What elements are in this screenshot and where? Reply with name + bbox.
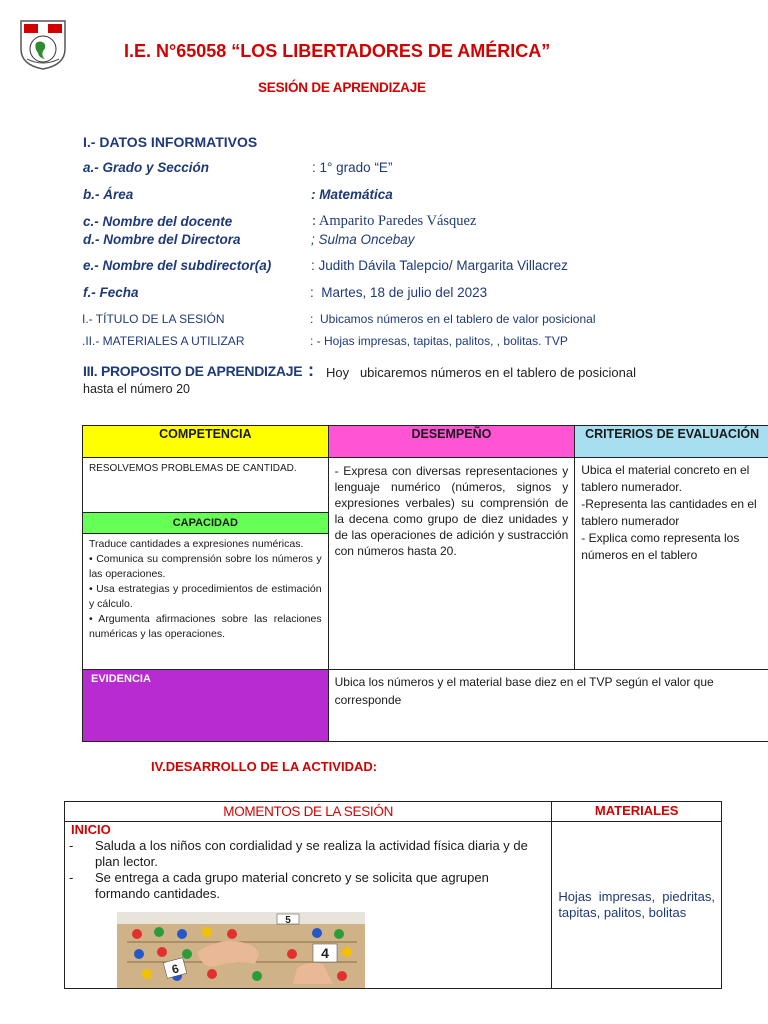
capacidad-item: • Argumenta afirmaciones sobre las relaciones numéricas y las operaciones. [89,613,322,640]
session-title: SESIÓN DE APRENDIZAJE [258,80,426,95]
info-section-title: I.- DATOS INFORMATIVOS [83,134,258,150]
evidencia-label: EVIDENCIA [91,673,151,685]
development-table [64,801,722,989]
director-value: ; Sulma Oncebay [311,232,415,247]
materials-text: Hojas impresas, piedritas, tapitas, palitos, bolitas [558,889,715,920]
header-desempeno: DESEMPEÑO [328,426,575,458]
materials-value: : - Hojas impresas, tapitas, palitos, , bolitas. TVP [310,334,568,348]
evidencia-cell [328,670,768,742]
purpose-text-2: hasta el número 20 [83,382,191,396]
board-photo-drawing [117,912,365,988]
school-logo [19,19,67,71]
capacidad-item: • Comunica su comprensión sobre los números y las operaciones. [89,553,322,580]
school-title: I.E. N°65058 “LOS LIBERTADORES DE AMÉRICA” [124,41,551,61]
inicio-item: - Saluda a los niños con cordialidad y se realiza la actividad física diaria y de plan lector. [65,838,543,870]
photo-number: 5 [285,915,291,926]
desempeno-cell [328,458,575,670]
capacidad-list [83,534,328,645]
inicio-list [65,838,543,902]
capacidad-label: CAPACIDAD [83,512,328,534]
header-materials: MATERIALES [552,802,722,822]
area-label: b.- Área [83,187,134,202]
director-label: d.- Nombre del Directora [83,232,241,247]
date-value: : Martes, 18 de julio del 2023 [310,285,488,300]
teacher-value: : Amparito Paredes Vásquez [312,213,477,229]
desempeno-text: - Expresa con diversas representaciones y lenguaje numérico (números, signos y expresiones verbales) su comprensión de la decena como grupo de diez unidades y de las operaciones de adición y sustracción con números hasta 20. [334,464,569,558]
title-label: I.- TÍTULO DE LA SESIÓN [82,312,225,326]
title-value: : Ubicamos números en el tablero de valor posicional [310,312,596,326]
purpose-text: Hoy ubicaremos números en el tablero de posicional [326,365,637,380]
header-criterios: CRITERIOS DE EVALUACIÓN [575,426,768,458]
materials-cell [552,822,722,989]
capacidad-item: Traduce cantidades a expresiones numéricas. [89,538,304,550]
photo-number: 4 [321,945,329,961]
teacher-label: c.- Nombre del docente [83,214,233,229]
header-competencia: COMPETENCIA [83,426,329,458]
criterio-item: Ubica el material concreto en el tablero numerador. [581,463,750,494]
header-moments: MOMENTOS DE LA SESIÓN [65,802,552,822]
subdirector-value: : Judith Dávila Talepcio/ Margarita Villacrez [311,258,568,273]
competencia-text: RESOLVEMOS PROBLEMAS DE CANTIDAD. [89,463,297,474]
date-label: f.- Fecha [83,285,139,300]
criterio-item: - Explica como representa los números en el tablero [581,531,740,562]
competency-table [82,425,768,742]
competencia-cell [83,458,329,670]
criterio-item: -Representa las cantidades en el tablero numerador [581,497,757,528]
development-title: IV.DESARROLLO DE LA ACTIVIDAD: [151,759,378,774]
inicio-label: INICIO [71,822,111,837]
inicio-item: - Se entrega a cada grupo material concreto y se solicita que agrupen formando cantidades. [65,870,543,902]
subdirector-label: e.- Nombre del subdirector(a) [83,258,272,273]
criterios-cell [575,458,768,670]
board-photo [117,912,365,988]
evidencia-label-cell [83,670,329,742]
grade-value: : 1° grado “E” [312,160,393,175]
capacidad-item: • Usa estrategias y procedimientos de estimación y cálculo. [89,583,322,610]
criterios-list [575,458,768,568]
materials-label: .II.- MATERIALES A UTILIZAR [82,334,245,348]
purpose-colon: : [308,360,314,380]
evidencia-text: Ubica los números y el material base diez en el TVP según el valor que corresponde [334,675,714,707]
purpose-label: III. PROPOSITO DE APRENDIZAJE [83,363,303,379]
photo-number: 6 [170,961,181,977]
grade-label: a.- Grado y Sección [83,160,210,175]
inicio-cell [65,822,552,989]
area-value: : Matemática [311,187,393,202]
